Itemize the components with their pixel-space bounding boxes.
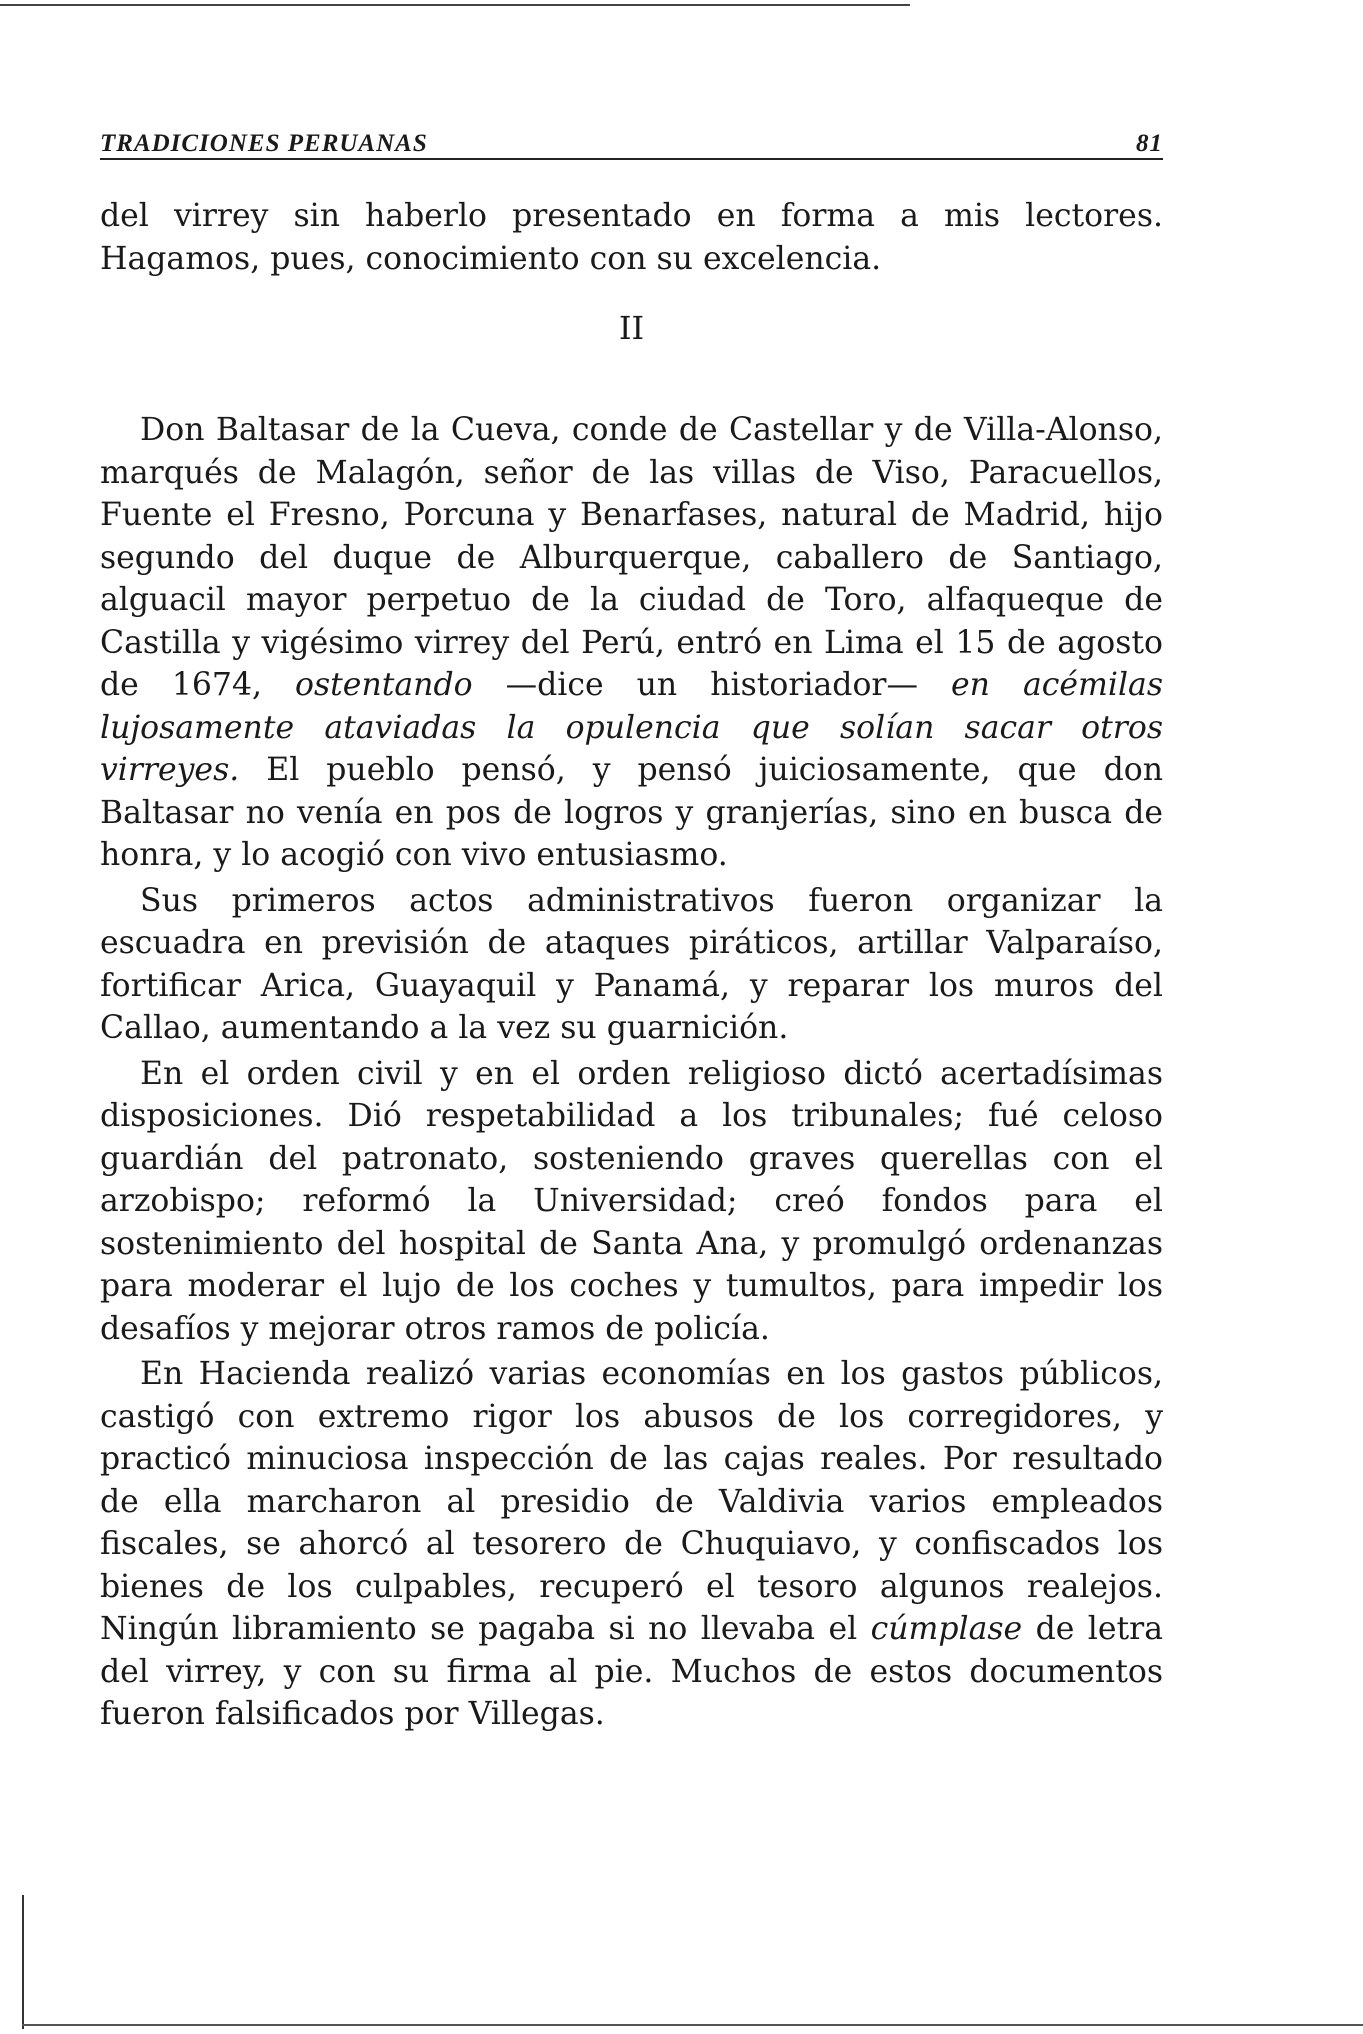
- paragraph-4-text-b: de letra del virrey, y con su firma al pie. Muchos de estos documentos fueron falsificados por Villegas.: [100, 1611, 1163, 1732]
- paragraph-1-italic-b: en acémilas lujosamente ataviadas la opulencia que solían sacar otros virreyes.: [100, 667, 1163, 788]
- section-heading: II: [618, 309, 645, 347]
- paragraph-1-text-c: El pueblo pensó, y pensó juiciosamente, que don Baltasar no venía en pos de logros y granjerías, sino en busca de honra, y lo acogió con vivo entusiasmo.: [100, 752, 1163, 873]
- paragraph-3: En el orden civil y en el orden religioso dictó acertadísimas disposiciones. Dió respetabilidad a los tribunales; fué celoso guardián del patronato, sosteniendo graves querellas con el arzobispo; reformó la Universidad; creó fondos para el sostenimiento del hospital de Santa Ana, y promulgó ordenanzas para moderar el lujo de los coches y tumultos, para impedir los desafíos y mejorar otros ramos de policía.: [100, 1055, 1163, 1347]
- paragraph-1-text-b: —dice un historiador—: [472, 667, 952, 703]
- paragraph-4-text-a: En Hacienda realizó varias economías en los gastos públicos, castigó con extremo rigor los abusos de los corregidores, y practicó minuciosa inspección de las cajas reales. Por resultado de ella marcharon al presidio de Valdivia varios empleados fiscales, se ahorcó al tesorero de Chuquiavo, y confiscados los bienes de los culpables, recuperó el tesoro algunos realejos. Ningún libramiento se pagaba si no llevaba el: [100, 1356, 1163, 1647]
- page-body: [100, 195, 1163, 1736]
- bottom-scan-edge: [22, 2024, 1363, 2026]
- margin-mark: [22, 1895, 24, 2029]
- intro-paragraph: del virrey sin haberlo presentado en forma a mis lectores. Hagamos, pues, conocimiento con su excelencia.: [100, 198, 1163, 277]
- paragraph-2: Sus primeros actos administrativos fueron organizar la escuadra en previsión de ataques piráticos, artillar Valparaíso, fortificar Arica, Guayaquil y Panamá, y reparar los muros del Callao, aumentando a la vez su guarnición.: [100, 882, 1163, 1046]
- running-title: TRADICIONES PERUANAS: [100, 130, 428, 157]
- paragraph-1-italic-a: ostentando: [295, 667, 473, 703]
- paragraph-4: [100, 1353, 1163, 1736]
- paragraph-4-italic: cúmplase: [870, 1611, 1023, 1647]
- paragraph-1-text-a: Don Baltasar de la Cueva, conde de Castellar y de Villa-Alonso, marqués de Malagón, señor de las villas de Viso, Paracuellos, Fuente el Fresno, Porcuna y Benarfases, natural de Madrid, hijo segundo del duque de Alburquerque, caballero de Santiago, alguacil mayor perpetuo de la ciudad de Toro, alfaqueque de Castilla y vigésimo virrey del Perú, entró en Lima el 15 de agosto de 1674,: [100, 412, 1163, 703]
- page-number: 81: [1136, 130, 1163, 157]
- page-header: [100, 130, 1163, 160]
- paragraph-1: [100, 409, 1163, 877]
- top-scan-edge: [0, 4, 910, 6]
